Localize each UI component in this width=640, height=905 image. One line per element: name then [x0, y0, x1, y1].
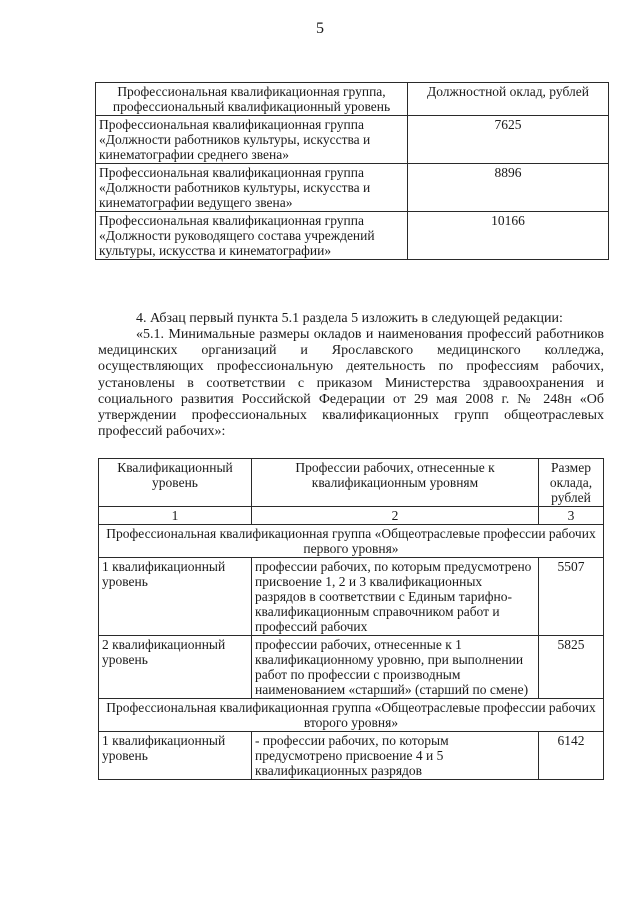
salary-cell: 10166: [408, 212, 609, 260]
table-row: [99, 558, 604, 636]
salary-cell: 6142: [539, 732, 604, 780]
page-number: 5: [316, 20, 324, 37]
column-number-cell: 3: [539, 507, 604, 525]
professions-cell: профессии рабочих, по которым предусмотрено присвоение 1, 2 и 3 квалификационных разрядов в соответствии с Единым тарифно-квалификационным справочником работ и профессий рабочих: [252, 558, 539, 636]
level-cell: 1 квалификационный уровень: [99, 732, 252, 780]
salary-cell: 7625: [408, 116, 609, 164]
table-row: [96, 164, 609, 212]
table-header-cell: Должностной оклад, рублей: [408, 83, 609, 116]
professions-cell: профессии рабочих, отнесенные к 1 квалификационному уровню, при выполнении работ по профессии с производным наименованием «старший» (старший по смене): [252, 636, 539, 699]
level-cell: 1 квалификационный уровень: [99, 558, 252, 636]
salary-cell: 8896: [408, 164, 609, 212]
group-name-cell: Профессиональная квалификационная группа «Должности работников культуры, искусства и кинематографии среднего звена»: [96, 116, 408, 164]
table-header-cell: Профессиональная квалификационная группа, профессиональный квалификационный уровень: [96, 83, 408, 116]
level-cell: 2 квалификационный уровень: [99, 636, 252, 699]
table-header-cell: Размер оклада, рублей: [539, 459, 604, 507]
column-number-row: [99, 507, 604, 525]
group-heading-row: [99, 525, 604, 558]
professions-cell: - профессии рабочих, по которым предусмотрено присвоение 4 и 5 квалификационных разрядов: [252, 732, 539, 780]
group-name-cell: Профессиональная квалификационная группа «Должности руководящего состава учреждений культуры, искусства и кинематографии»: [96, 212, 408, 260]
salary-cell: 5825: [539, 636, 604, 699]
group-heading-cell: Профессиональная квалификационная группа «Общеотраслевые профессии рабочих первого уровня»: [99, 525, 604, 558]
group-heading-cell: Профессиональная квалификационная группа «Общеотраслевые профессии рабочих второго уровня»: [99, 699, 604, 732]
table-row: [96, 116, 609, 164]
salary-cell: 5507: [539, 558, 604, 636]
group-name-cell: Профессиональная квалификационная группа «Должности работников культуры, искусства и кинематографии ведущего звена»: [96, 164, 408, 212]
table-header-cell: Профессии рабочих, отнесенные к квалификационным уровням: [252, 459, 539, 507]
group-heading-row: [99, 699, 604, 732]
table-header-row: [99, 459, 604, 507]
paragraph-clause-5-1: «5.1. Минимальные размеры окладов и наименования профессий работников медицинских организаций и Ярославского медицинского колледжа, осуществляющих профессиональную деятельность по профессиям рабочих, установлены в соответствии с приказом Министерства здравоохранения и социального развития Российской Федерации от 29 мая 2008 г. № 248н «Об утверждении профессиональных квалификационных групп общеотраслевых профессий рабочих»:: [98, 327, 604, 440]
paragraph-amendment: 4. Абзац первый пункта 5.1 раздела 5 изложить в следующей редакции:: [136, 311, 563, 326]
table-header-row: [96, 83, 609, 116]
table-row: [96, 212, 609, 260]
salary-table-workers: [98, 458, 604, 780]
column-number-cell: 1: [99, 507, 252, 525]
salary-table-culture: [95, 82, 609, 260]
column-number-cell: 2: [252, 507, 539, 525]
table-row: [99, 732, 604, 780]
table-row: [99, 636, 604, 699]
table-header-cell: Квалификационный уровень: [99, 459, 252, 507]
